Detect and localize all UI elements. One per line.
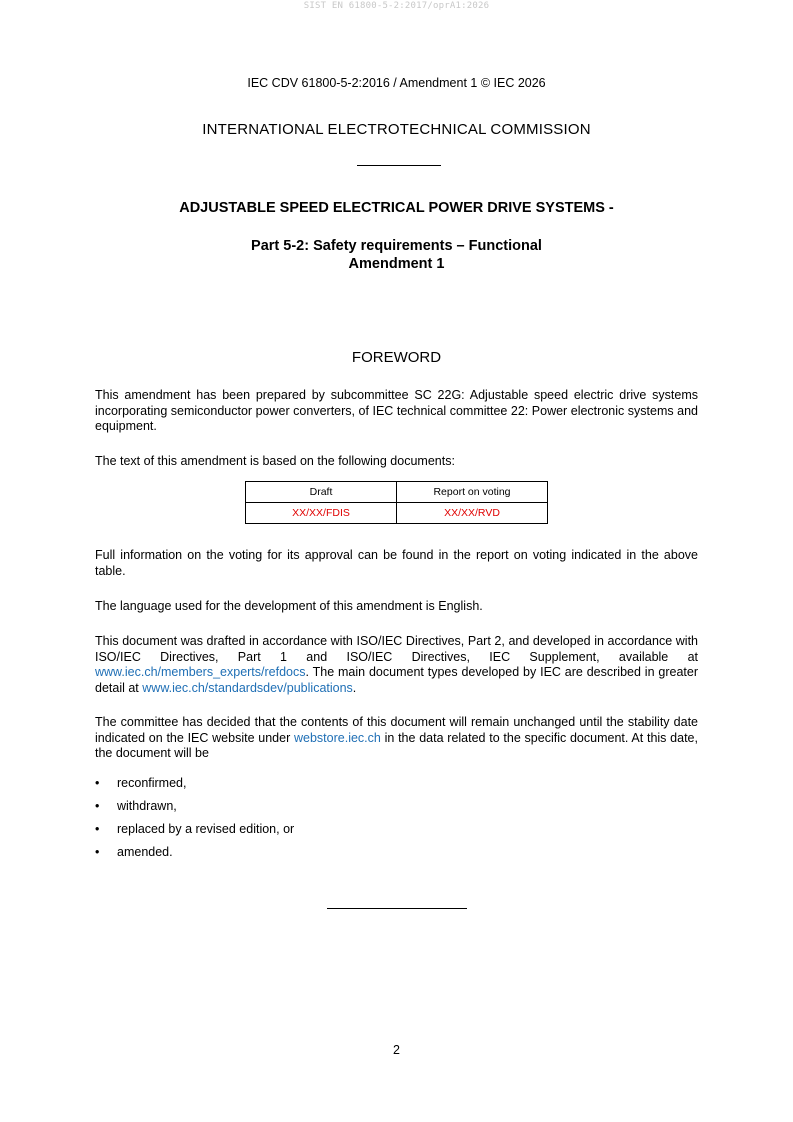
list-item	[95, 845, 294, 868]
publications-link[interactable]: www.iec.ch/standardsdev/publications	[142, 680, 353, 695]
paragraph-based-on: The text of this amendment is based on the following documents:	[95, 454, 455, 468]
paragraph-language: The language used for the development of this amendment is English.	[95, 599, 483, 613]
document-subtitle	[0, 237, 793, 273]
paragraph-stability	[95, 715, 698, 762]
subtitle-amendment: Amendment 1	[348, 256, 445, 272]
directives-text-1: This document was drafted in accordance with ISO/IEC Directives, Part 2, and developed in accordance with ISO/IEC Directives, Part 1 and ISO/IEC Directives, IEC Supplement, available at	[95, 634, 698, 664]
table-header-row	[246, 482, 548, 503]
bullet-icon: •	[95, 822, 100, 836]
directives-text-2: . The main document types developed by IEC are described in greater detail at	[95, 665, 698, 695]
list-item	[95, 822, 294, 845]
stability-text-2: in the data related to the specific document. At this date, the document will be	[95, 730, 698, 760]
list-item-text: reconfirmed,	[117, 776, 187, 790]
table-cell-report: XX/XX/RVD	[397, 503, 548, 524]
list-item-text: withdrawn,	[117, 799, 177, 813]
paragraph-voting-info: Full information on the voting for its approval can be found in the report on voting indicated in the above table.	[95, 548, 698, 578]
bullet-icon: •	[95, 799, 100, 813]
list-item-text: amended.	[117, 845, 173, 859]
subtitle-part: Part 5-2: Safety requirements – Functional	[251, 238, 542, 254]
end-divider	[327, 908, 467, 909]
table-header-draft: Draft	[246, 482, 397, 503]
bullet-icon: •	[95, 845, 100, 859]
bullet-icon: •	[95, 776, 100, 790]
webstore-link[interactable]: webstore.iec.ch	[294, 730, 381, 745]
table-header-report: Report on voting	[397, 482, 548, 503]
document-title: ADJUSTABLE SPEED ELECTRICAL POWER DRIVE SYSTEMS -	[179, 200, 614, 216]
paragraph-prepared-by: This amendment has been prepared by subcommittee SC 22G: Adjustable speed electric drive systems incorporating semiconductor power converters, of IEC technical committee 22: Power electronic systems and equipment.	[95, 388, 698, 433]
commission-name: INTERNATIONAL ELECTROTECHNICAL COMMISSION	[202, 121, 591, 138]
foreword-heading: FOREWORD	[351, 349, 442, 366]
list-item	[95, 776, 294, 799]
stability-text-1: The committee has decided that the contents of this document will remain unchanged until the stability date indicated on the IEC website under	[95, 715, 698, 745]
list-item-text: replaced by a revised edition, or	[117, 822, 295, 836]
watermark-header: SIST EN 61800-5-2:2017/oprA1:2026	[303, 1, 490, 11]
table-row	[246, 503, 548, 524]
documents-table	[245, 481, 548, 524]
page-number: 2	[393, 1043, 400, 1057]
table-cell-draft: XX/XX/FDIS	[246, 503, 397, 524]
title-divider	[357, 165, 441, 166]
paragraph-directives	[95, 634, 698, 696]
list-item	[95, 799, 294, 822]
document-header: IEC CDV 61800-5-2:2016 / Amendment 1 © IEC 2026	[247, 76, 546, 90]
outcome-list	[95, 776, 294, 868]
directives-text-3: .	[352, 680, 357, 695]
refdocs-link[interactable]: www.iec.ch/members_experts/refdocs	[95, 665, 306, 679]
